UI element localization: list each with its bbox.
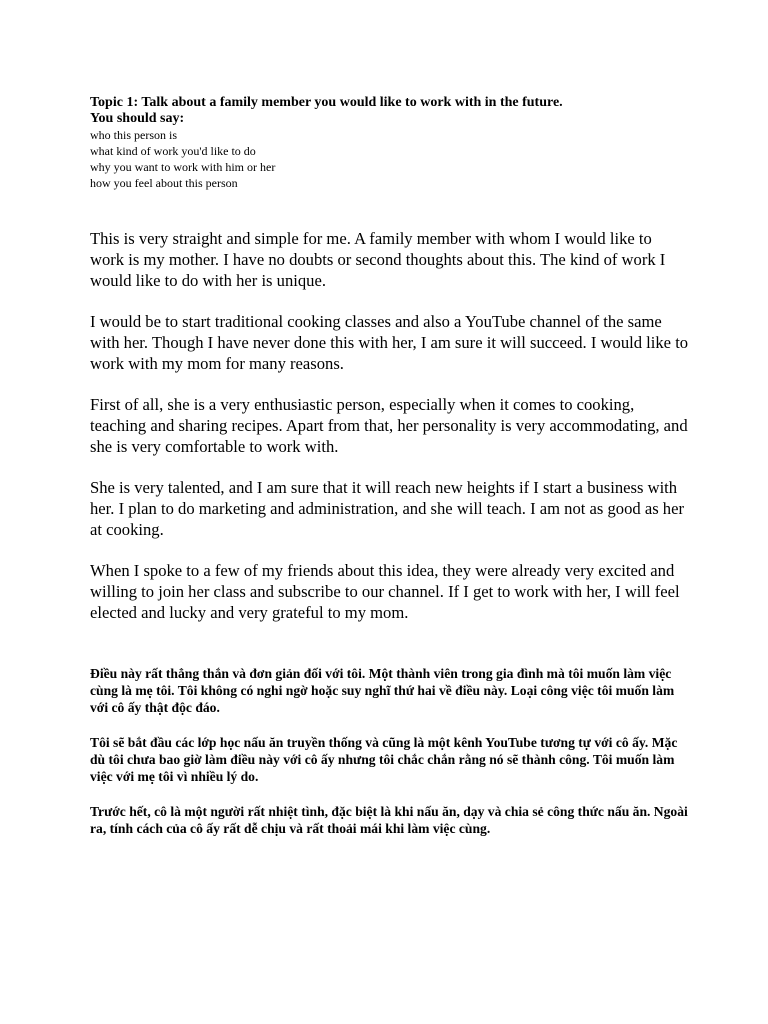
vietnamese-answer <box>90 665 690 837</box>
vietnamese-paragraph: Trước hết, cô là một người rất nhiệt tình, đặc biệt là khi nấu ăn, dạy và chia sẻ công thức nấu ăn. Ngoài ra, tính cách của cô ấy rất dễ chịu và rất thoải mái khi làm việc cùng. <box>90 804 688 837</box>
prompt-item: why you want to work with him or her <box>90 160 276 174</box>
english-answer <box>90 229 690 623</box>
topic-section <box>90 94 690 191</box>
english-paragraph: I would be to start traditional cooking classes and also a YouTube channel of the same with her. Though I have never done this with her, I am sure it will succeed. I would like to work with my mom for many reasons. <box>90 311 689 373</box>
document-page <box>90 94 690 855</box>
english-paragraph: This is very straight and simple for me. A family member with whom I would like to work is my mother. I have no doubts or second thoughts about this. The kind of work I would like to do with her is unique. <box>90 229 666 290</box>
should-say-heading: You should say: <box>90 111 185 126</box>
vietnamese-paragraph: Tôi sẽ bắt đầu các lớp học nấu ăn truyền thống và cũng là một kênh YouTube tương tự với cô ấy. Mặc dù tôi chưa bao giờ làm điều này với cô ấy nhưng tôi chắc chắn rằng nó sẽ thành công. Tôi muốn làm việc với mẹ tôi vì nhiều lý do. <box>90 735 678 785</box>
topic-title: Topic 1: Talk about a family member you would like to work with in the future. <box>90 95 563 110</box>
english-paragraph: She is very talented, and I am sure that it will reach new heights if I start a business with her. I plan to do marketing and administration, and she will teach. I am not as good as her at cooking. <box>90 477 684 539</box>
prompt-item: how you feel about this person <box>90 176 238 190</box>
english-paragraph: When I spoke to a few of my friends about this idea, they were already very excited and willing to join her class and subscribe to our channel. If I get to work with her, I will feel elected and lucky and very grateful to my mom. <box>90 560 680 622</box>
english-paragraph: First of all, she is a very enthusiastic person, especially when it comes to cooking, teaching and sharing recipes. Apart from that, her personality is very accommodating, and she is very comfortable to work with. <box>90 394 688 456</box>
prompt-item: who this person is <box>90 128 177 142</box>
vietnamese-paragraph: Điều này rất thẳng thắn và đơn giản đối với tôi. Một thành viên trong gia đình mà tôi muốn làm việc cùng là mẹ tôi. Tôi không có nghi ngờ hoặc suy nghĩ thứ hai về điều này. Loại công việc tôi muốn làm với cô ấy thật độc đáo. <box>90 666 675 716</box>
prompt-list <box>90 127 690 191</box>
prompt-item: what kind of work you'd like to do <box>90 144 256 158</box>
